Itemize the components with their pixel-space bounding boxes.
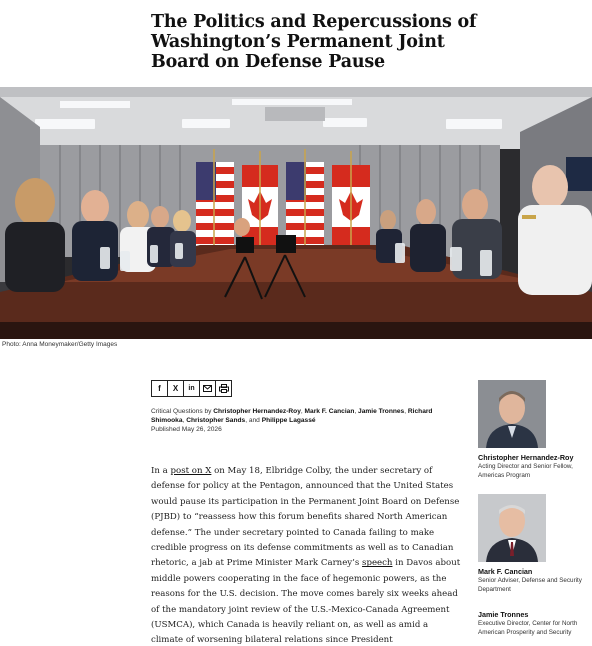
author-photo	[478, 494, 546, 562]
hero-photo	[0, 87, 592, 339]
x-icon: X	[172, 384, 179, 393]
author-card[interactable]	[478, 380, 592, 480]
byline-and: , and	[245, 417, 262, 424]
author-card[interactable]	[478, 494, 592, 594]
author-name[interactable]: Mark F. Cancian	[478, 567, 533, 576]
author-photo	[478, 380, 546, 448]
byline-author[interactable]: Philippe Lagassé	[261, 417, 316, 424]
byline-author[interactable]: Mark F. Cancian	[304, 408, 355, 415]
post-on-x-link[interactable]: post on X	[170, 466, 212, 476]
email-share-button[interactable]	[199, 380, 216, 397]
linkedin-share-button[interactable]	[183, 380, 200, 397]
photo-credit: Photo: Anna Moneymaker/Getty Images	[2, 341, 118, 348]
author-card[interactable]	[478, 610, 592, 637]
byline-author[interactable]: Christopher Hernandez-Roy	[213, 408, 301, 415]
print-button[interactable]	[215, 380, 232, 397]
byline-author[interactable]: Jamie Tronnes	[358, 408, 405, 415]
author-role: Senior Adviser, Defense and Security Department	[478, 577, 582, 593]
author-role: Executive Director, Center for North American Prosperity and Security	[478, 620, 578, 636]
share-bar	[151, 380, 231, 397]
author-name[interactable]: Christopher Hernandez-Roy	[478, 453, 574, 462]
print-icon	[219, 384, 229, 393]
byline: Critical Questions by Christopher Hernandez-Roy, Mark F. Cancian, Jamie Tronnes, Richard Shimooka, Christopher Sands, and Philippe Lagassé	[151, 408, 433, 424]
byline-prefix: Critical Questions by	[151, 408, 214, 415]
speech-link[interactable]: speech	[362, 558, 393, 569]
byline-author[interactable]: Christopher Sands	[186, 417, 246, 424]
byline-author[interactable]: Richard Shimooka	[151, 408, 433, 424]
linkedin-icon: in	[188, 385, 195, 392]
email-icon	[203, 385, 212, 392]
paragraph: In a post on X on May 18, Elbridge Colby, the under secretary of defense for policy at the Pentagon, announced that the United States would pause its participation in the Permanent Joint Board on Defense (PJBD) to “reassess how this forum benefits shared North American defense.” The under secretary pointed to Canada failing to make credible progress on its defense commitments as well as to Canadian rhetoric, a jab at Prime Minister Mark Carney’s speech in Davos about middle powers cooperating in the face of hegemonic powers, as the reasons for the U.S. decision. The move comes barely six weeks ahead of the mandatory joint review of the U.S.-Mexico-Canada Agreement (USMCA), which Canada is heavily reliant on, as well as amid a climate of worsening bilateral relations since President	[151, 466, 461, 646]
published-date: Published May 26, 2026	[151, 426, 222, 433]
author-role: Acting Director and Senior Fellow, Americas Program	[478, 463, 573, 479]
facebook-share-button[interactable]	[151, 380, 168, 397]
author-name[interactable]: Jamie Tronnes	[478, 610, 529, 619]
article-title: The Politics and Repercussions of Washington’s Permanent Joint Board on Defense Pause	[151, 12, 477, 72]
facebook-icon: f	[158, 384, 161, 393]
article-body	[151, 464, 461, 646]
x-share-button[interactable]	[167, 380, 184, 397]
